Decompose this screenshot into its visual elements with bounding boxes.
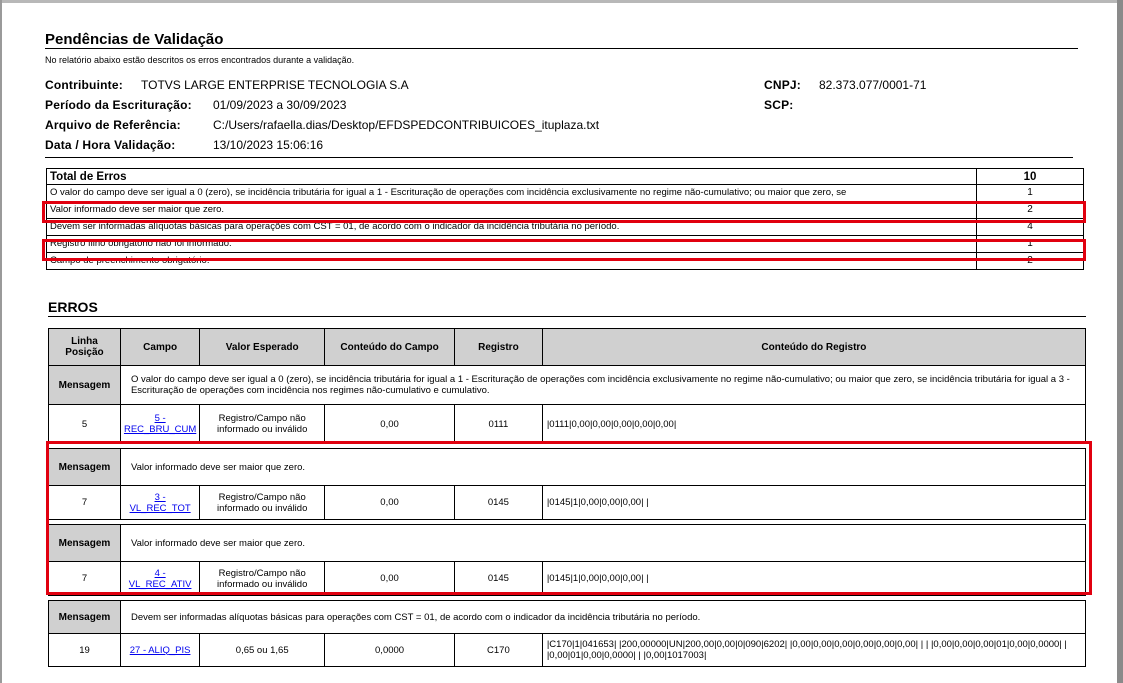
info-divider (45, 157, 1073, 158)
error-linha: 5 (49, 405, 121, 444)
data-label: Data / Hora Validação: (45, 138, 176, 152)
totals-row-count: 4 (977, 219, 1084, 236)
contribuinte-label: Contribuinte: (45, 78, 123, 92)
error-conteudo-registro: |C170|1|041653| |200,00000|UN|200,00|0,00|0|090|6202| |0,00|0,00|0,00|0,00|0,00|0,00| | | |0,00|0,00|0,00|01|0,00|0,0000| | |0,00|01|0,00|0,0000| | |0,00|1017003| (542, 634, 1085, 667)
error-row (49, 562, 1086, 596)
error-registro: 0145 (454, 486, 542, 520)
campo-link[interactable]: 3 - VL_REC_TOT (129, 491, 191, 514)
error-registro: 0111 (454, 405, 542, 444)
error-conteudo-campo: 0,00 (325, 405, 455, 444)
totals-row (47, 185, 1084, 202)
totals-header-row (47, 169, 1084, 185)
totals-table (46, 168, 1084, 270)
error-registro: C170 (454, 634, 542, 667)
totals-row-desc: Devem ser informadas alíquotas básicas para operações com CST = 01, de acordo com o indicador da incidência tributária no período. (50, 221, 620, 232)
error-conteudo-campo: 0,0000 (325, 634, 455, 667)
page-right-edge (1117, 0, 1123, 683)
page-left-edge (0, 0, 2, 683)
header-conteudo-registro: Conteúdo do Registro (542, 329, 1085, 366)
error-linha: 7 (49, 562, 121, 596)
error-conteudo-campo: 0,00 (325, 562, 455, 596)
contribuinte-value: TOTVS LARGE ENTERPRISE TECNOLOGIA S.A (141, 78, 409, 92)
errors-title: ERROS (48, 299, 98, 315)
message-label: Mensagem (49, 366, 121, 405)
totals-row-desc: Registro filho obrigatório não foi informado. (50, 238, 232, 249)
message-text: Devem ser informadas alíquotas básicas para operações com CST = 01, de acordo com o indicador da incidência tributária no período. (120, 601, 1085, 634)
totals-row-desc: Campo de preenchimento obrigatório. (50, 255, 210, 266)
error-linha: 7 (49, 486, 121, 520)
cnpj-label: CNPJ: (764, 78, 802, 92)
message-row (49, 449, 1086, 486)
header-registro: Registro (454, 329, 542, 366)
error-conteudo-registro: |0145|1|0,00|0,00|0,00| | (542, 486, 1085, 520)
error-valor-esperado: Registro/Campo não informado ou inválido (200, 405, 325, 444)
header-conteudo-campo: Conteúdo do Campo (325, 329, 455, 366)
message-text: O valor do campo deve ser igual a 0 (zero), se incidência tributária for igual a 1 - Escrituração de operações com incidência exclusivamente no regime não-cumulativo; ou maior que zero, se incidência tributária for igual a 3 - Escrituração de operações com incidência nos regimes não-cumulativo e cumulativo. (120, 366, 1085, 405)
header-campo: Campo (120, 329, 199, 366)
arquivo-value: C:/Users/rafaella.dias/Desktop/EFDSPEDCONTRIBUICOES_ituplaza.txt (213, 118, 600, 132)
totals-row-count: 2 (977, 253, 1084, 270)
cnpj-value: 82.373.077/0001-71 (819, 78, 927, 92)
report-subtitle: No relatório abaixo estão descritos os erros encontrados durante a validação. (45, 55, 355, 65)
error-conteudo-registro: |0111|0,00|0,00|0,00|0,00|0,00| (542, 405, 1085, 444)
periodo-label: Período da Escrituração: (45, 98, 192, 112)
title-divider (45, 48, 1078, 49)
message-text: Valor informado deve ser maior que zero. (120, 449, 1085, 486)
message-text: Valor informado deve ser maior que zero. (120, 525, 1085, 562)
error-valor-esperado: Registro/Campo não informado ou inválido (200, 486, 325, 520)
error-conteudo-registro: |0145|1|0,00|0,00|0,00| | (542, 562, 1085, 596)
errors-divider (48, 316, 1086, 317)
error-linha: 19 (49, 634, 121, 667)
message-label: Mensagem (49, 449, 121, 486)
totals-row-desc: Valor informado deve ser maior que zero. (50, 204, 225, 215)
arquivo-label: Arquivo de Referência: (45, 118, 181, 132)
page-top-edge (0, 0, 1123, 3)
totals-row-count: 1 (977, 185, 1084, 202)
campo-link[interactable]: 4 - VL_REC_ATIV (128, 567, 192, 590)
message-row (49, 525, 1086, 562)
scp-label: SCP: (764, 98, 794, 112)
message-label: Mensagem (49, 525, 121, 562)
message-row (49, 601, 1086, 634)
totals-row-desc: O valor do campo deve ser igual a 0 (zero), se incidência tributária for igual a 1 - Escrituração de operações com incidência exclusivamente no regime não-cumulativo; ou maior que zero, se (50, 187, 847, 198)
error-valor-esperado: Registro/Campo não informado ou inválido (200, 562, 325, 596)
message-row (49, 366, 1086, 405)
error-conteudo-campo: 0,00 (325, 486, 455, 520)
campo-link[interactable]: 5 - REC_BRU_CUM (123, 413, 197, 435)
totals-row (47, 253, 1084, 270)
totals-header-value: 10 (977, 169, 1084, 185)
periodo-value: 01/09/2023 a 30/09/2023 (213, 98, 347, 112)
header-valor-esperado: Valor Esperado (200, 329, 325, 366)
report-title: Pendências de Validação (45, 31, 224, 48)
data-value: 13/10/2023 15:06:16 (213, 138, 324, 152)
error-registro: 0145 (454, 562, 542, 596)
header-linha: Linha Posição (49, 329, 121, 366)
error-row (49, 405, 1086, 444)
error-row (49, 634, 1086, 667)
message-label: Mensagem (49, 601, 121, 634)
totals-row-count: 2 (977, 202, 1084, 219)
totals-row-count: 1 (977, 236, 1084, 253)
errors-table (48, 328, 1086, 667)
campo-link[interactable]: 27 - ALIQ_PIS (129, 644, 191, 656)
totals-header-label: Total de Erros (47, 169, 977, 185)
totals-row (47, 219, 1084, 236)
errors-header-row (49, 329, 1086, 366)
error-valor-esperado: 0,65 ou 1,65 (200, 634, 325, 667)
totals-row (47, 202, 1084, 219)
totals-row (47, 236, 1084, 253)
error-row (49, 486, 1086, 520)
